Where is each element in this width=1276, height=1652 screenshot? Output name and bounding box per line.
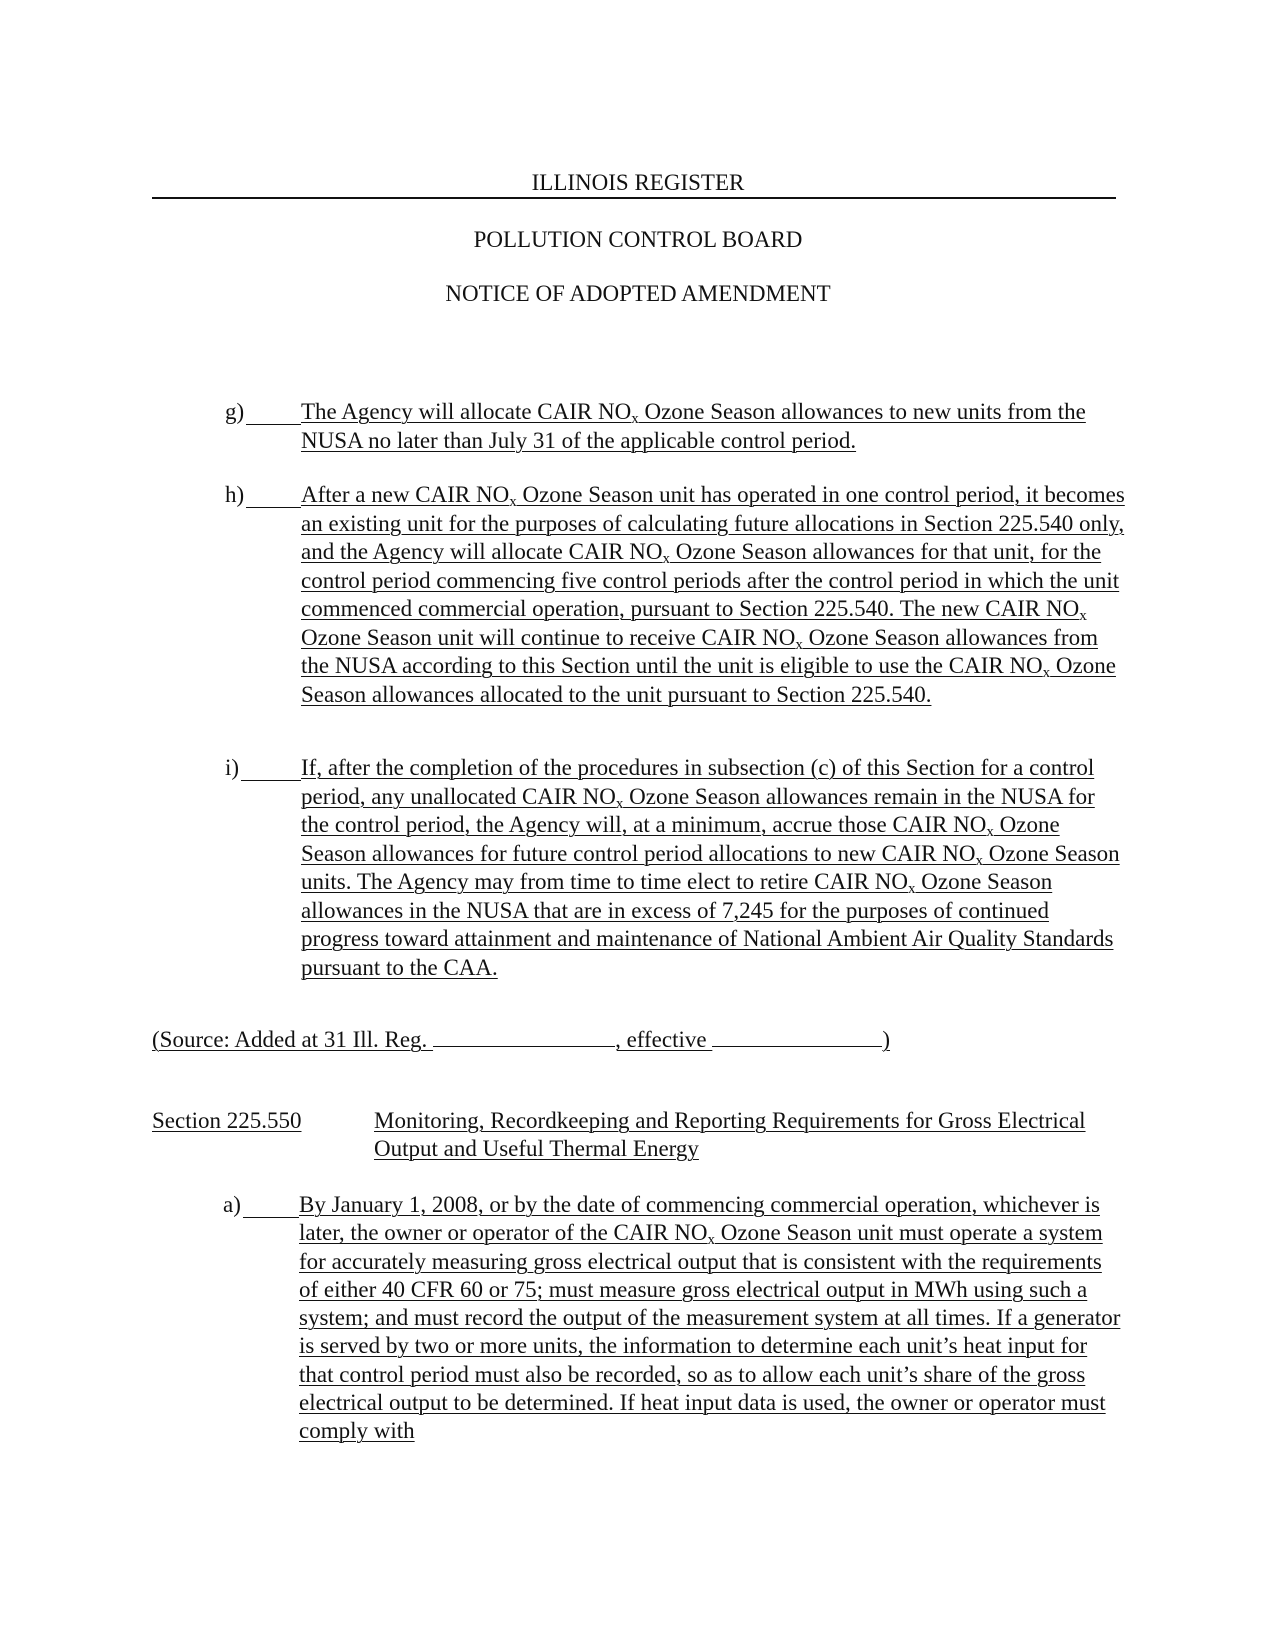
- section-number: Section 225.550: [152, 1108, 302, 1133]
- section-heading: [152, 1107, 1112, 1163]
- subsection-a-text: By January 1, 2008, or by the date of commencing commercial operation, whichever is later, the owner or operator of the CAIR $NO_x$ Ozone Season unit must operate a system for accurately measuring gross electrical output that is consistent with the requirements of either 40 CFR 60 or 75; must measure gross electrical output in MWh using such a system; and must record the output of the measurement system at all times. If a generator is served by two or more units, the information to determine each unit’s heat input for that control period must also be recorded, so as to allow each unit’s share of the gross electrical output to be determined. If heat input data is used, the owner or operator must comply with: [299, 1192, 1121, 1444]
- subsection-g-text: The Agency will allocate CAIR $NO_x$ Ozone Season allowances to new units from the NUSA no later than July 31 of the applicable control period.: [301, 399, 1086, 453]
- section-title: Monitoring, Recordkeeping and Reporting Requirements for Gross Electrical Output and Useful Thermal Energy: [374, 1108, 1086, 1161]
- subsection-i-label: i): [225, 754, 301, 781]
- subsection-h-text: After a new CAIR $NO_x$ Ozone Season unit has operated in one control period, it becomes an existing unit for the purposes of calculating future allocations in Section 225.540 only, and the Agency will allocate CAIR $NO_x$ Ozone Season allowances for that unit, for the control period commencing five control periods after the control period in which the unit commenced commercial operation, pursuant to Section 225.540. The new CAIR $NO_x$ Ozone Season unit will continue to receive CAIR $NO_x$ Ozone Season allowances from the NUSA according to this Section until the unit is eligible to use the CAIR $NO_x$ Ozone Season allowances allocated to the unit pursuant to Section 225.540.: [301, 482, 1125, 707]
- source-note: (Source: Added at 31 Ill. Reg. , effective ): [152, 1024, 890, 1054]
- subsection-g-label: g): [225, 398, 301, 425]
- subsection-a: [223, 1191, 1123, 1446]
- subsection-i: [225, 754, 1125, 982]
- register-title: ILLINOIS REGISTER: [531, 170, 745, 195]
- header-rule: [152, 197, 1116, 199]
- board-title: POLLUTION CONTROL BOARD: [473, 227, 803, 252]
- effective-date-blank: [712, 1024, 882, 1047]
- subsection-h-label: h): [225, 481, 301, 508]
- notice-title: NOTICE OF ADOPTED AMENDMENT: [445, 281, 831, 306]
- subsection-i-text: If, after the completion of the procedures in subsection (c) of this Section for a control period, any unallocated CAIR $NO_x$ Ozone Season allowances remain in the NUSA for the control period, the Agency will, at a minimum, accrue those CAIR $NO_x$ Ozone Season allowances for future control period allocations to new CAIR $NO_x$ Ozone Season units. The Agency may from time to time elect to retire CAIR $NO_x$ Ozone Season allowances in the NUSA that are in excess of 7,245 for the purposes of continued progress toward attainment and maintenance of National Ambient Air Quality Standards pursuant to the CAA.: [301, 755, 1120, 980]
- register-page-blank: [433, 1024, 615, 1047]
- subsection-a-label: a): [223, 1191, 299, 1218]
- subsection-g: [225, 398, 1125, 455]
- subsection-h: [225, 481, 1125, 709]
